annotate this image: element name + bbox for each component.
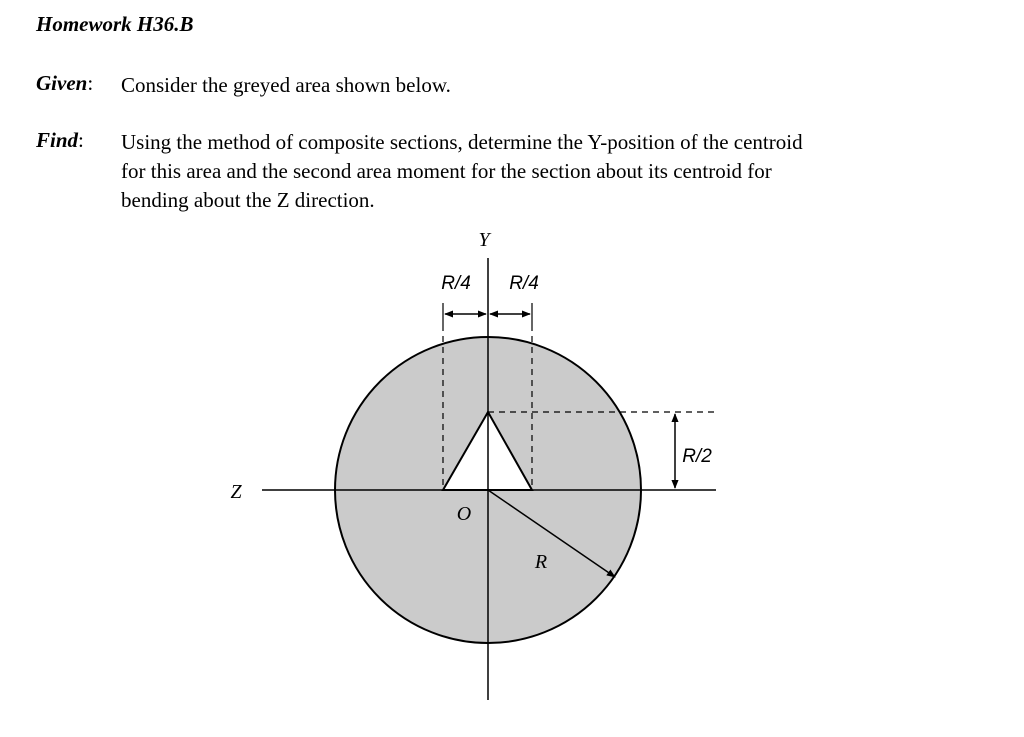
dim-height-label: R/2 (682, 446, 712, 467)
find-line: for this area and the second area moment for the section about its centroid for (121, 159, 772, 183)
find-label: Find: (36, 128, 84, 152)
origin-label: O (456, 503, 472, 525)
radius-label: R (534, 551, 548, 573)
z-axis-label: Z (230, 481, 242, 503)
dim-right-label: R/4 (509, 273, 539, 294)
find-line: Using the method of composite sections, determine the Y-position of the centroid (121, 130, 803, 154)
y-axis-label: Y (478, 229, 490, 251)
dim-left-label: R/4 (441, 273, 471, 294)
given-label: Given: (36, 71, 94, 95)
find-line: bending about the Z direction. (121, 188, 375, 212)
given-text: Consider the greyed area shown below. (121, 73, 451, 97)
page-title: Homework H36.B (36, 12, 194, 36)
